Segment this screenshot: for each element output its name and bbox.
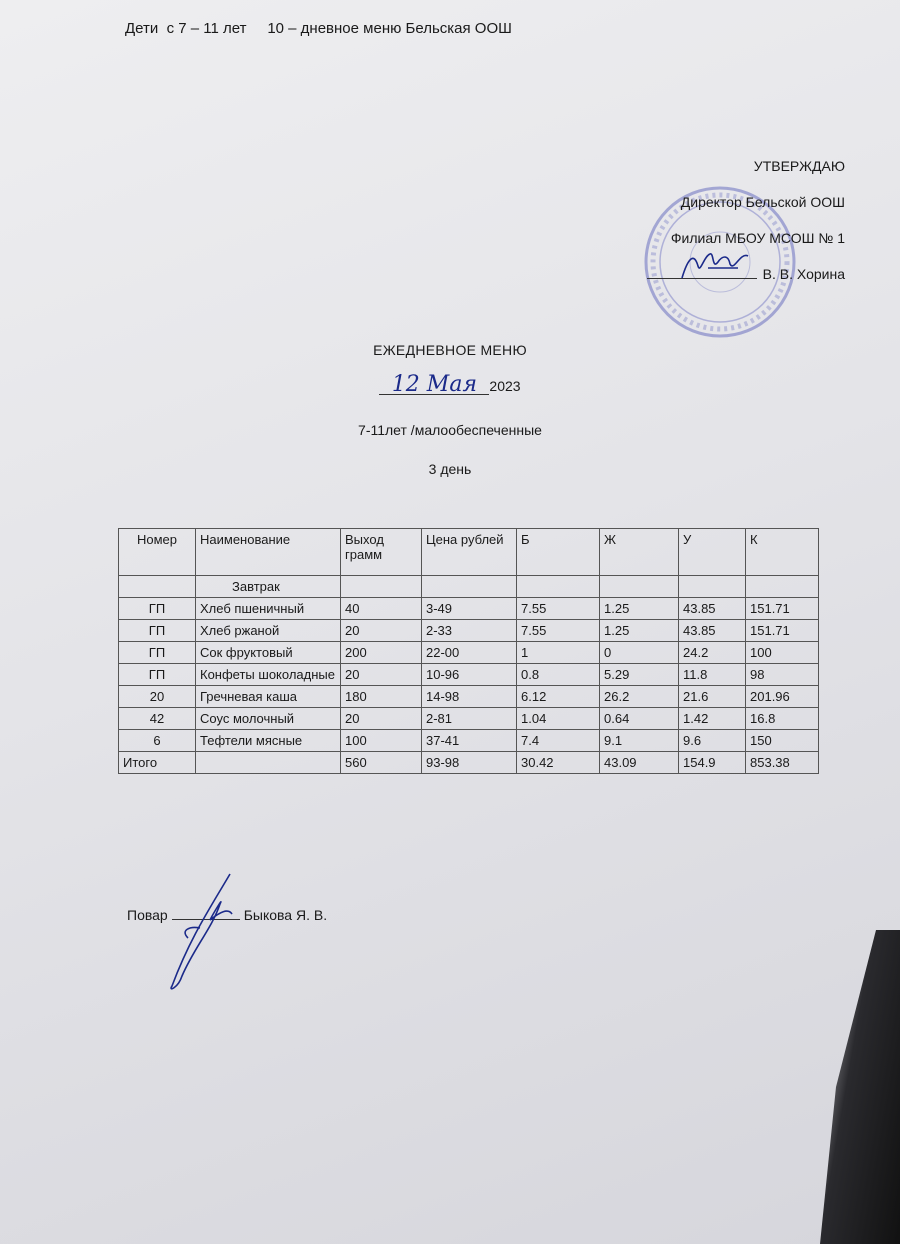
cell-proteins: 0.8	[517, 664, 600, 686]
total-label: Итого	[119, 752, 196, 774]
cell-carbs: 9.6	[679, 730, 746, 752]
cell-calories: 853.38	[746, 752, 819, 774]
cell-fats: 26.2	[600, 686, 679, 708]
cell-number: 20	[119, 686, 196, 708]
table-row	[119, 620, 819, 642]
table-header-row	[119, 529, 819, 576]
header-carbs: У	[679, 529, 746, 576]
cell-number: ГП	[119, 620, 196, 642]
cell-calories: 201.96	[746, 686, 819, 708]
approval-name: В. В. Хорина	[762, 266, 845, 282]
cell-name: Тефтели мясные	[196, 730, 341, 752]
cell-proteins: 6.12	[517, 686, 600, 708]
cell-price: 22-00	[422, 642, 517, 664]
cell-fats: 1.25	[600, 598, 679, 620]
cell-output: 20	[341, 620, 422, 642]
cell-output: 200	[341, 642, 422, 664]
total-row	[119, 752, 819, 774]
cell-number: ГП	[119, 664, 196, 686]
cook-name: Быкова Я. В.	[243, 907, 328, 923]
cell-number: 6	[119, 730, 196, 752]
table-row	[119, 686, 819, 708]
table-cell	[341, 576, 422, 598]
document-title: ЕЖЕДНЕВНОЕ МЕНЮ	[373, 342, 527, 358]
cell-proteins: 30.42	[517, 752, 600, 774]
cell-carbs: 43.85	[679, 598, 746, 620]
header-proteins: Б	[517, 529, 600, 576]
section-label: Завтрак	[196, 576, 341, 598]
table-cell	[746, 576, 819, 598]
table-cell	[517, 576, 600, 598]
cell-fats: 9.1	[600, 730, 679, 752]
cell-proteins: 7.55	[517, 620, 600, 642]
cell-number: ГП	[119, 598, 196, 620]
cell-fats: 5.29	[600, 664, 679, 686]
cell-carbs: 1.42	[679, 708, 746, 730]
table-row	[119, 730, 819, 752]
cell-number: 42	[119, 708, 196, 730]
cell-output: 180	[341, 686, 422, 708]
approval-label: УТВЕРЖДАЮ	[753, 158, 845, 174]
cell-price: 2-81	[422, 708, 517, 730]
cell-name: Конфеты шоколадные	[196, 664, 341, 686]
director-signature	[678, 248, 758, 282]
cell-calories: 16.8	[746, 708, 819, 730]
cell-price: 37-41	[422, 730, 517, 752]
cell-price: 10-96	[422, 664, 517, 686]
approval-position: Директор Бельской ООШ	[680, 194, 845, 210]
approval-branch: Филиал МБОУ МСОШ № 1	[670, 230, 845, 246]
cell-price: 2-33	[422, 620, 517, 642]
cell-name: Сок фруктовый	[196, 642, 341, 664]
cell-fats: 43.09	[600, 752, 679, 774]
table-row	[119, 708, 819, 730]
cell-fats: 0.64	[600, 708, 679, 730]
document-day: 3 день	[428, 461, 472, 477]
document-header: Дети с 7 – 11 лет 10 – дневное меню Бельская ООШ	[125, 20, 512, 37]
header-name: Наименование	[196, 529, 341, 576]
cell-price: 3-49	[422, 598, 517, 620]
cell-price: 14-98	[422, 686, 517, 708]
photo-shadow	[820, 930, 900, 1244]
cell-calories: 100	[746, 642, 819, 664]
handwritten-date: 12 Мая	[379, 376, 489, 395]
table-row	[119, 642, 819, 664]
table-cell	[422, 576, 517, 598]
cell-carbs: 21.6	[679, 686, 746, 708]
header-number: Номер	[119, 529, 196, 576]
cell-calories: 151.71	[746, 598, 819, 620]
cell-carbs: 43.85	[679, 620, 746, 642]
cell-name	[196, 752, 341, 774]
cell-calories: 98	[746, 664, 819, 686]
header-calories: К	[746, 529, 819, 576]
date-year: 2023	[489, 378, 521, 394]
header-fats: Ж	[600, 529, 679, 576]
cell-carbs: 154.9	[679, 752, 746, 774]
cell-price: 93-98	[422, 752, 517, 774]
cell-proteins: 1.04	[517, 708, 600, 730]
cell-name: Гречневая каша	[196, 686, 341, 708]
cell-output: 20	[341, 664, 422, 686]
cell-calories: 150	[746, 730, 819, 752]
cell-proteins: 7.4	[517, 730, 600, 752]
table-cell	[119, 576, 196, 598]
cell-carbs: 24.2	[679, 642, 746, 664]
cell-output: 100	[341, 730, 422, 752]
cell-carbs: 11.8	[679, 664, 746, 686]
header-price: Цена рублей	[422, 529, 517, 576]
table-row	[119, 664, 819, 686]
header-output: Выход грамм	[341, 529, 422, 576]
table-cell	[600, 576, 679, 598]
cell-name: Соус молочный	[196, 708, 341, 730]
cell-calories: 151.71	[746, 620, 819, 642]
table-cell	[679, 576, 746, 598]
cell-fats: 1.25	[600, 620, 679, 642]
cell-name: Хлеб пшеничный	[196, 598, 341, 620]
cook-label: Повар	[127, 907, 168, 923]
document-date	[0, 372, 900, 397]
cell-proteins: 1	[517, 642, 600, 664]
document-subtitle: 7-11лет /малообеспеченные	[358, 422, 542, 438]
cell-fats: 0	[600, 642, 679, 664]
cell-output: 560	[341, 752, 422, 774]
cell-output: 40	[341, 598, 422, 620]
cell-output: 20	[341, 708, 422, 730]
menu-table	[118, 528, 819, 774]
section-row	[119, 576, 819, 598]
cell-name: Хлеб ржаной	[196, 620, 341, 642]
table-row	[119, 598, 819, 620]
cell-number: ГП	[119, 642, 196, 664]
cook-signature	[160, 868, 250, 993]
cell-proteins: 7.55	[517, 598, 600, 620]
